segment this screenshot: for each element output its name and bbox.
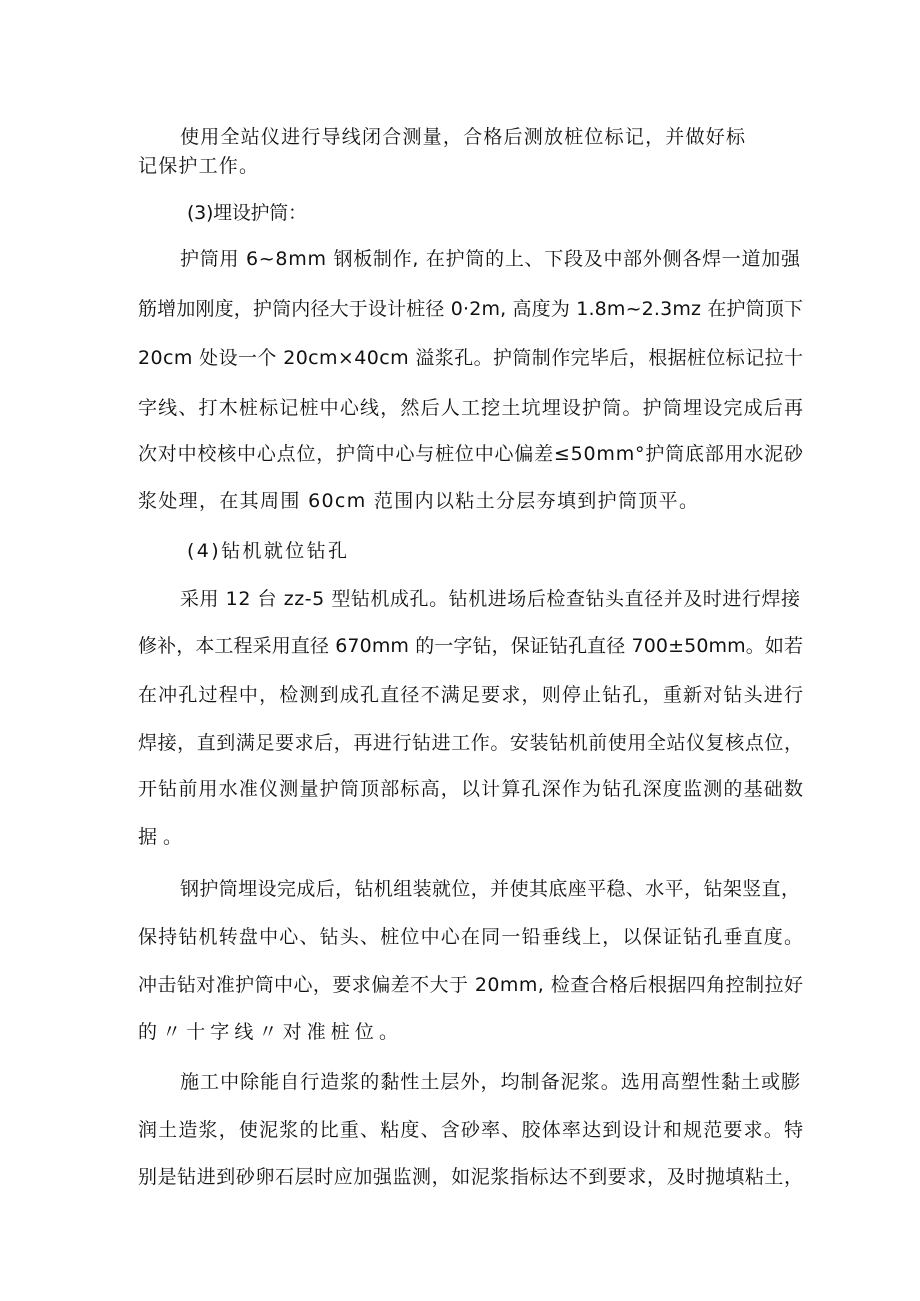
paragraph-3-line-4: 字线、打木桩标记桩中心线，然后人工挖土坑埋设护筒。护筒埋设完成后再 xyxy=(138,397,805,419)
paragraph-6-line-2: 保持钻机转盘中心、钻头、桩位中心在同一铅垂线上，以保证钻孔垂直度。 xyxy=(138,926,805,948)
paragraph-5-line-2: 修补，本工程采用直径 670mm 的一字钻，保证钻孔直径 700±50mm。如若 xyxy=(138,635,804,657)
paragraph-1-line-1: 使用全站仪进行导线闭合测量，合格后测放桩位标记，并做好标 xyxy=(180,126,747,148)
paragraph-5-line-6: 据。 xyxy=(138,826,189,848)
paragraph-5-line-3: 在冲孔过程中，检测到成孔直径不满足要求，则停止钻孔，重新对钻头进行 xyxy=(138,684,805,706)
paragraph-3-line-5: 次对中校核中心点位，护筒中心与桩位中心偏差≤50mm°护筒底部用水泥砂 xyxy=(138,443,804,465)
paragraph-5-line-5: 开钻前用水准仪测量护筒顶部标高，以计算孔深作为钻孔深度监测的基础数 xyxy=(138,778,805,800)
paragraph-1-line-2: 记保护工作。 xyxy=(138,155,260,177)
section-heading-4: (4)钻机就位钻孔 xyxy=(187,540,350,562)
paragraph-3-line-3: 20cm 处设一个 20cm×40cm 溢浆孔。护筒制作完毕后，根据桩位标记拉十 xyxy=(138,347,804,369)
paragraph-6-line-4: 的〃十字线〃对准桩位。 xyxy=(138,1021,404,1043)
paragraph-7-line-2: 润土造浆，使泥浆的比重、粘度、含砂率、胶体率达到设计和规范要求。特 xyxy=(138,1119,805,1141)
paragraph-3-line-1: 护筒用 6~8mm 钢板制作, 在护筒的上、下段及中部外侧各焊一道加强 xyxy=(180,248,801,270)
paragraph-7-line-1: 施工中除能自行造浆的黏性土层外，均制备泥浆。选用高塑性黏土或膨 xyxy=(180,1071,802,1093)
paragraph-6-line-1: 钢护筒埋设完成后，钻机组装就位，并使其底座平稳、水平，钻架竖直， xyxy=(180,878,801,900)
section-heading-3: (3)埋设护筒： xyxy=(187,202,307,224)
paragraph-6-line-3: 冲击钻对准护筒中心，要求偏差不大于 20mm, 检查合格后根据四角控制拉好 xyxy=(138,974,804,996)
paragraph-5-line-1: 采用 12 台 zz-5 型钻机成孔。钻机进场后检查钻头直径并及时进行焊接 xyxy=(180,588,801,610)
paragraph-3-line-2: 筋增加刚度，护筒内径大于设计桩径 0·2m, 高度为 1.8m~2.3mz 在护筒顶下 xyxy=(138,298,804,320)
paragraph-5-line-4: 焊接，直到满足要求后，再进行钻进工作。安装钻机前使用全站仪复核点位， xyxy=(138,732,804,754)
paragraph-3-line-6: 浆处理，在其周围 60cm 范围内以粘土分层夯填到护筒顶平。 xyxy=(138,490,700,512)
paragraph-7-line-3: 别是钻进到砂卵石层时应加强监测，如泥浆指标达不到要求，及时抛填粘土， xyxy=(138,1166,804,1188)
